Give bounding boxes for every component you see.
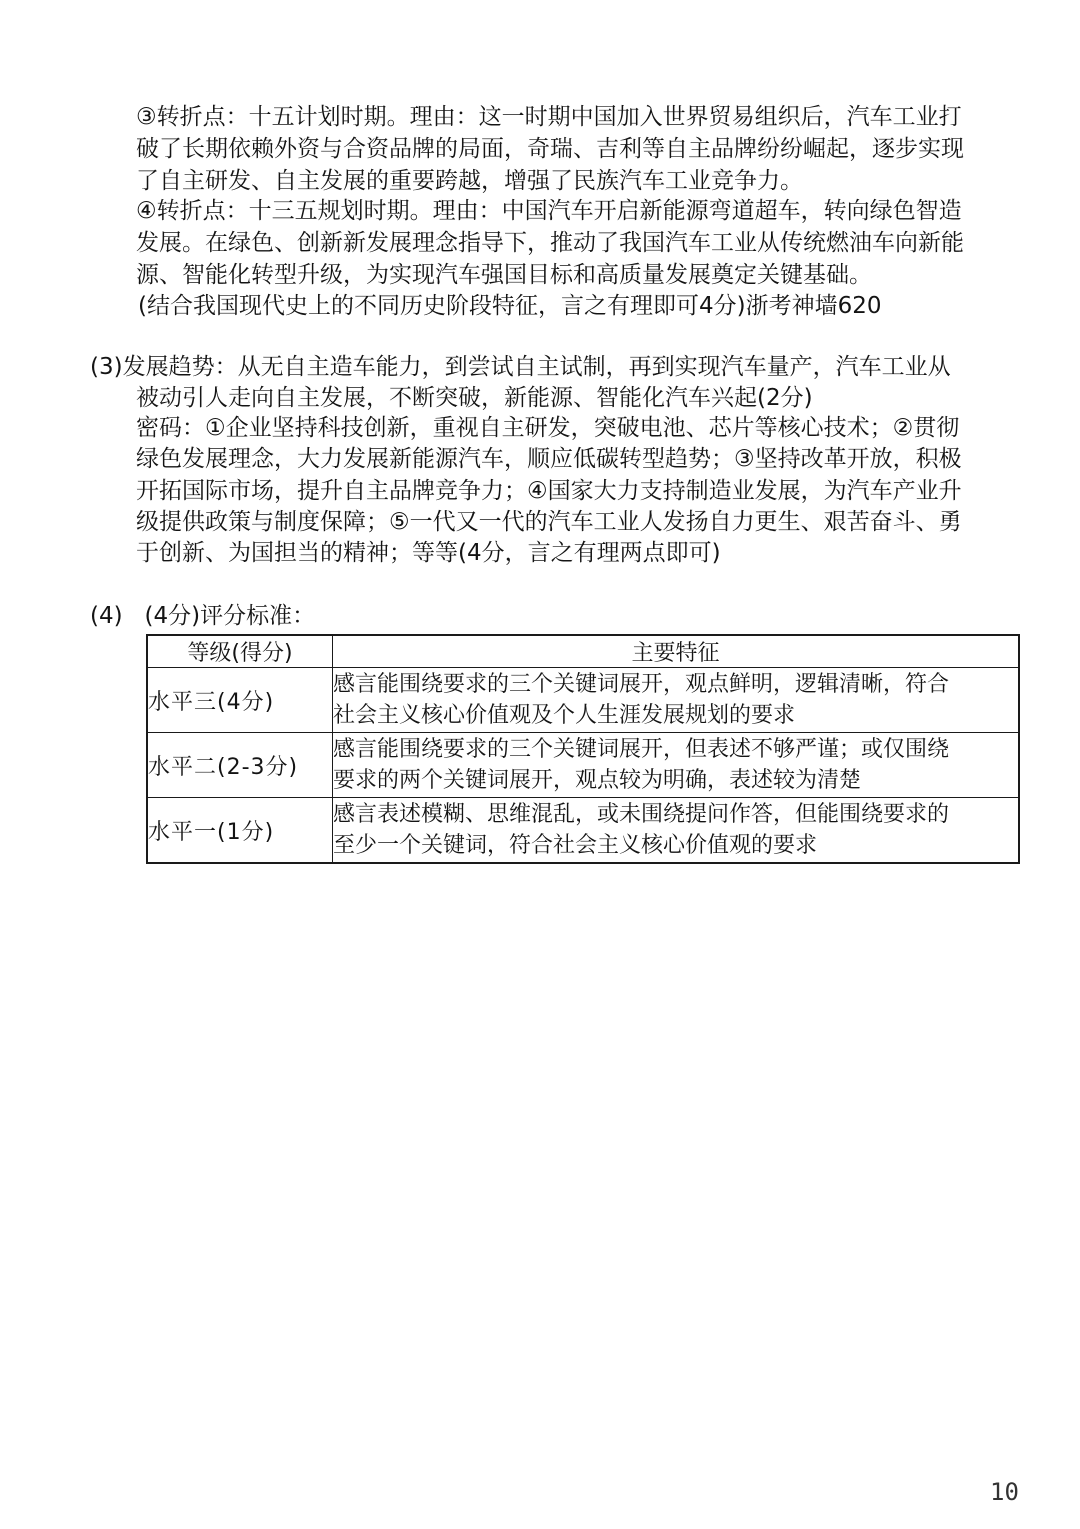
feature-cell bbox=[333, 733, 1020, 798]
feature-line: 感言能围绕要求的三个关键词展开，观点鲜明，逻辑清晰，符合 bbox=[333, 672, 950, 697]
table-header-row bbox=[147, 635, 1019, 668]
answer-line: 源、智能化转型升级，为实现汽车强国目标和高质量发展奠定关键基础。 bbox=[136, 262, 872, 288]
answer-line: 密码：①企业坚持科技创新，重视自主研发，突破电池、芯片等核心技术；②贯彻 bbox=[136, 415, 960, 441]
answer-line: 破了长期依赖外资与合资品牌的局面，奇瑞、吉利等自主品牌纷纷崛起，逐步实现 bbox=[136, 136, 964, 162]
level-cell: 水平一(1分) bbox=[147, 798, 333, 864]
table-row bbox=[147, 733, 1019, 798]
answer-line: 了自主研发、自主发展的重要跨越，增强了民族汽车工业竞争力。 bbox=[136, 168, 803, 194]
page-number: 10 bbox=[990, 1478, 1019, 1506]
answer-line: 开拓国际市场，提升自主品牌竞争力；④国家大力支持制造业发展，为汽车产业升 bbox=[136, 478, 962, 504]
answer-line: 被动引人走向自主发展，不断突破，新能源、智能化汽车兴起(2分) bbox=[136, 385, 813, 411]
feature-cell bbox=[333, 668, 1020, 733]
feature-line: 要求的两个关键词展开，观点较为明确，表述较为清楚 bbox=[333, 768, 862, 793]
table-row bbox=[147, 798, 1019, 864]
feature-line: 感言能围绕要求的三个关键词展开，但表述不够严谨；或仅围绕 bbox=[333, 737, 950, 762]
level-cell: 水平二(2-3分) bbox=[147, 733, 333, 798]
feature-line: 感言表述模糊、思维混乱，或未围绕提问作答，但能围绕要求的 bbox=[333, 802, 950, 827]
column-header-level: 等级(得分) bbox=[147, 635, 333, 668]
feature-cell bbox=[333, 798, 1020, 864]
scoring-rubric-table bbox=[146, 634, 1020, 864]
feature-line: 社会主义核心价值观及个人生涯发展规划的要求 bbox=[333, 703, 796, 728]
answer-line: ④转折点：十三五规划时期。理由：中国汽车开启新能源弯道超车，转向绿色智造 bbox=[136, 198, 962, 224]
column-header-features: 主要特征 bbox=[333, 635, 1020, 668]
answer-line: 级提供政策与制度保障；⑤一代又一代的汽车工业人发扬自力更生、艰苦奋斗、勇 bbox=[136, 509, 962, 535]
answer-line: 绿色发展理念，大力发展新能源汽车，顺应低碳转型趋势；③坚持改革开放，积极 bbox=[136, 446, 962, 472]
scoring-note: (结合我国现代史上的不同历史阶段特征，言之有理即可4分)浙考神墙620 bbox=[138, 293, 882, 319]
feature-line: 至少一个关键词，符合社会主义核心价值观的要求 bbox=[333, 833, 818, 858]
answer-line: ③转折点：十五计划时期。理由：这一时期中国加入世界贸易组织后，汽车工业打 bbox=[136, 104, 962, 130]
answer-line: (3)发展趋势：从无自主造车能力，到尝试自主试制，再到实现汽车量产，汽车工业从 bbox=[90, 354, 951, 380]
table-row bbox=[147, 668, 1019, 733]
answer-line: 于创新、为国担当的精神；等等(4分，言之有理两点即可) bbox=[136, 540, 721, 566]
section-heading: (4) (4分)评分标准： bbox=[90, 603, 316, 629]
level-cell: 水平三(4分) bbox=[147, 668, 333, 733]
answer-line: 发展。在绿色、创新新发展理念指导下，推动了我国汽车工业从传统燃油车向新能 bbox=[136, 230, 964, 256]
